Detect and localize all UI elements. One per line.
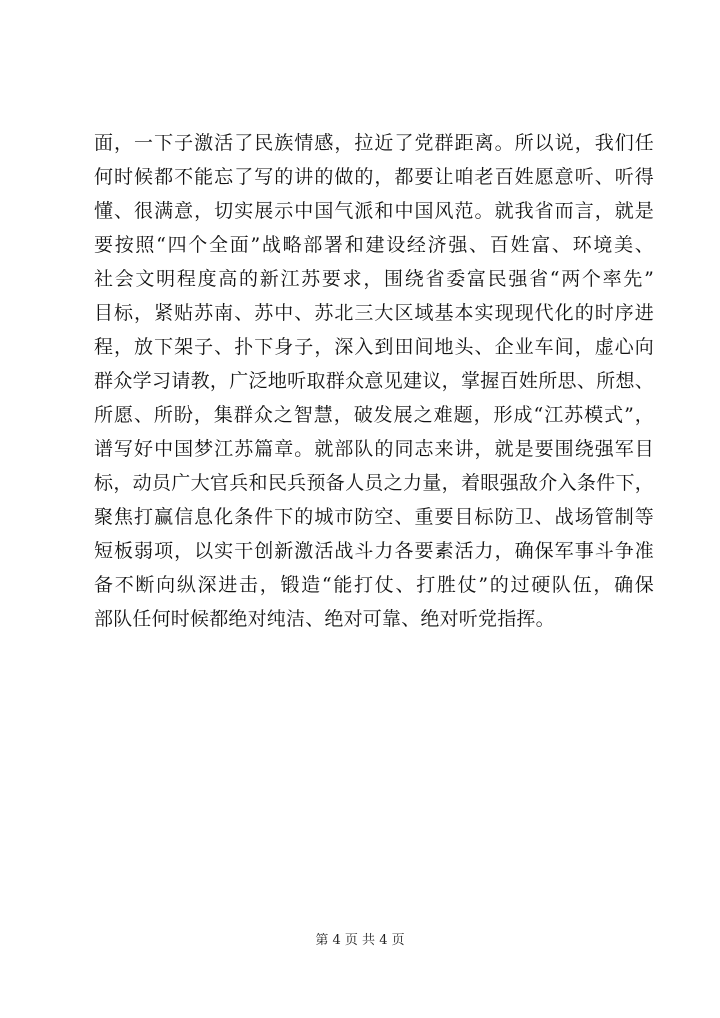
text-line: 标，动员广大官兵和民兵预备人员之力量，着眼强敌介入条件下， — [94, 472, 654, 494]
text-line: 部队任何时候都绝对纯洁、绝对可靠、绝对听党指挥。 — [94, 608, 555, 630]
body-paragraph — [94, 126, 654, 636]
text-line: 所愿、所盼，集群众之智慧，破发展之难题，形成“江苏模式”， — [94, 404, 654, 426]
text-line: 社会文明程度高的新江苏要求，围绕省委富民强省“两个率先” — [94, 268, 654, 290]
text-line: 目标，紧贴苏南、苏中、苏北三大区域基本实现现代化的时序进 — [94, 302, 654, 324]
text-line: 面，一下子激活了民族情感，拉近了党群距离。所以说，我们任 — [94, 132, 654, 154]
text-line: 谱写好中国梦江苏篇章。就部队的同志来讲，就是要围绕强军目 — [94, 438, 654, 460]
text-line: 懂、很满意，切实展示中国气派和中国风范。就我省而言，就是 — [94, 200, 654, 222]
text-line: 要按照“四个全面”战略部署和建设经济强、百姓富、环境美、 — [94, 234, 654, 256]
text-line: 聚焦打赢信息化条件下的城市防空、重要目标防卫、战场管制等 — [94, 506, 654, 528]
text-line: 程，放下架子、扑下身子，深入到田间地头、企业车间，虚心向 — [94, 336, 654, 358]
page-number-label: 第 4 页 共 4 页 — [315, 933, 405, 948]
text-line: 何时候都不能忘了写的讲的做的，都要让咱老百姓愿意听、听得 — [94, 166, 654, 188]
text-line: 群众学习请教，广泛地听取群众意见建议，掌握百姓所思、所想、 — [94, 370, 654, 392]
page-footer — [0, 932, 720, 950]
text-line: 备不断向纵深进击，锻造“能打仗、打胜仗”的过硬队伍，确保 — [94, 574, 654, 596]
text-line: 短板弱项，以实干创新激活战斗力各要素活力，确保军事斗争准 — [94, 540, 654, 562]
